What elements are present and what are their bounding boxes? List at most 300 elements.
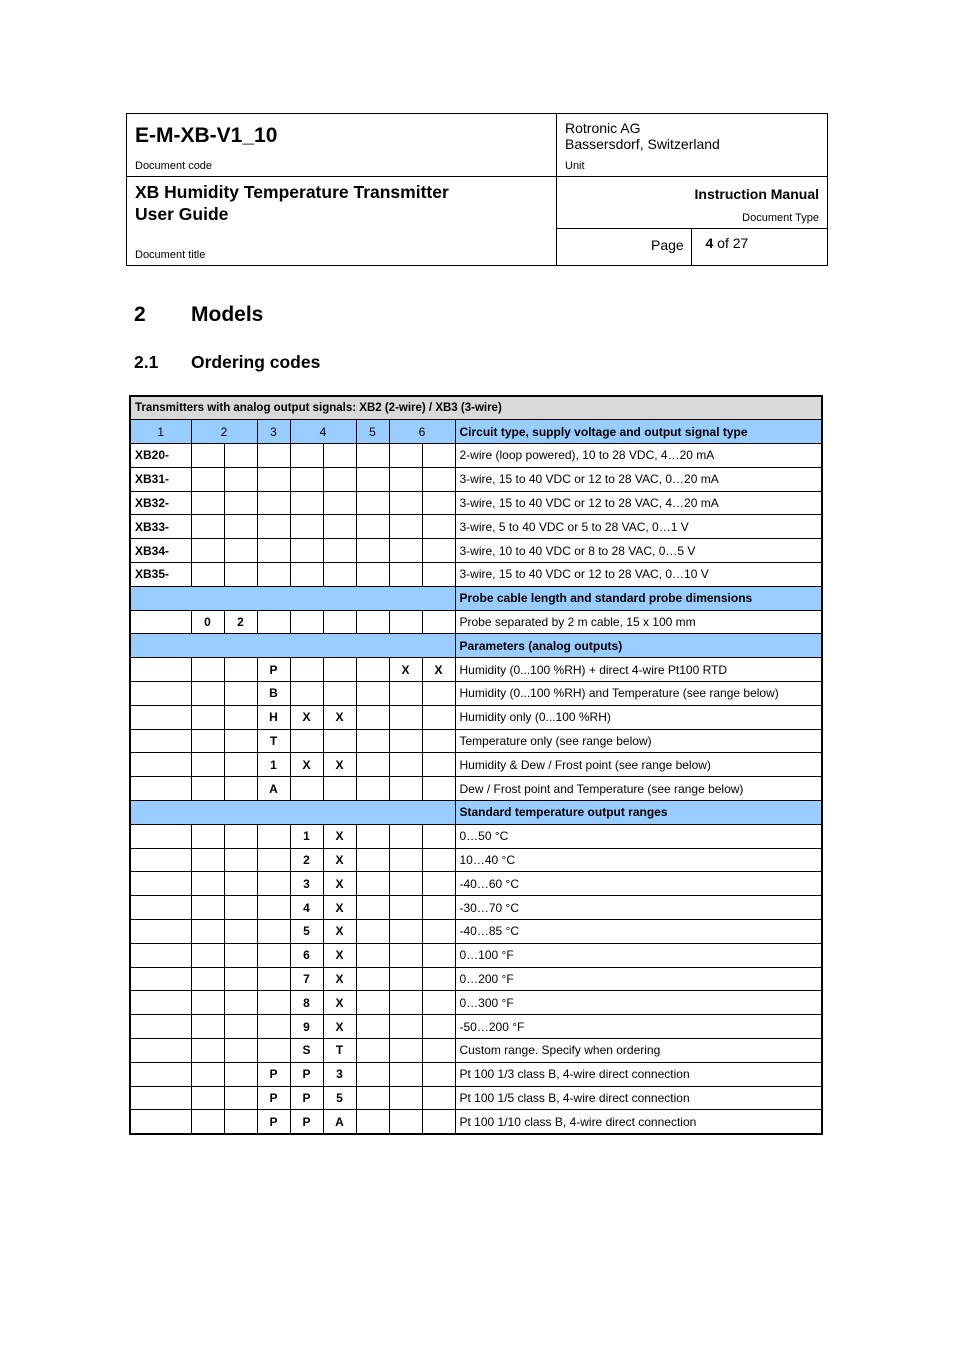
- code-cell: [389, 563, 422, 587]
- code-cell: [191, 1110, 224, 1134]
- model-code-cell: [130, 1086, 191, 1110]
- code-cell: [191, 491, 224, 515]
- code-cell: P: [290, 1062, 323, 1086]
- code-cell: 3: [323, 1062, 356, 1086]
- code-cell: [422, 777, 455, 801]
- description-cell: Pt 100 1/3 class B, 4-wire direct connection: [455, 1062, 822, 1086]
- description-cell: Pt 100 1/5 class B, 4-wire direct connection: [455, 1086, 822, 1110]
- code-cell: 2: [224, 610, 257, 634]
- code-cell: [224, 777, 257, 801]
- code-cell: [356, 872, 389, 896]
- code-cell: [422, 1062, 455, 1086]
- description-cell: Probe separated by 2 m cable, 15 x 100 mm: [455, 610, 822, 634]
- code-cell: [224, 1015, 257, 1039]
- code-cell: [356, 610, 389, 634]
- code-cell: [422, 943, 455, 967]
- code-cell: [290, 777, 323, 801]
- document-code: E-M-XB-V1_10: [135, 124, 278, 147]
- column-number: 6: [389, 420, 455, 444]
- code-cell: [323, 658, 356, 682]
- table-row: [130, 705, 822, 729]
- code-cell: [389, 872, 422, 896]
- code-cell: [389, 491, 422, 515]
- code-cell: [356, 705, 389, 729]
- unit-name: [565, 120, 815, 152]
- code-cell: [224, 1110, 257, 1134]
- model-code-cell: [130, 1062, 191, 1086]
- code-cell: [389, 967, 422, 991]
- table-row: [130, 563, 822, 587]
- code-cell: [389, 1062, 422, 1086]
- model-code-cell: [130, 920, 191, 944]
- page-label: Page: [651, 237, 684, 253]
- column-number: 1: [130, 420, 191, 444]
- group-heading-row: [130, 420, 822, 444]
- code-cell: [389, 777, 422, 801]
- model-code-cell: XB34-: [130, 539, 191, 563]
- code-cell: [323, 515, 356, 539]
- code-cell: 7: [290, 967, 323, 991]
- code-cell: [389, 705, 422, 729]
- table-row: [130, 872, 822, 896]
- code-cell: [224, 563, 257, 587]
- model-code-cell: XB32-: [130, 491, 191, 515]
- model-code-cell: [130, 1039, 191, 1063]
- code-cell: [191, 705, 224, 729]
- table-row: [130, 658, 822, 682]
- code-cell: [323, 467, 356, 491]
- code-cell: X: [323, 920, 356, 944]
- code-cell: [224, 658, 257, 682]
- heading-spacer: [130, 801, 455, 825]
- code-cell: [422, 824, 455, 848]
- description-cell: 3-wire, 15 to 40 VDC or 12 to 28 VAC, 0…20 mA: [455, 467, 822, 491]
- code-cell: 2: [290, 848, 323, 872]
- code-cell: [389, 539, 422, 563]
- code-cell: B: [257, 682, 290, 706]
- code-cell: [191, 943, 224, 967]
- code-cell: [356, 467, 389, 491]
- table-row: [130, 967, 822, 991]
- model-code-cell: [130, 943, 191, 967]
- code-cell: 3: [290, 872, 323, 896]
- code-cell: [191, 824, 224, 848]
- model-code-cell: XB35-: [130, 563, 191, 587]
- code-cell: [422, 920, 455, 944]
- code-cell: [422, 491, 455, 515]
- table-row: [130, 1110, 822, 1134]
- model-code-cell: [130, 729, 191, 753]
- document-code-label: Document code: [135, 160, 213, 172]
- code-cell: 4: [290, 896, 323, 920]
- code-cell: [356, 920, 389, 944]
- model-code-cell: [130, 610, 191, 634]
- code-cell: P: [257, 658, 290, 682]
- code-cell: [290, 729, 323, 753]
- code-cell: T: [257, 729, 290, 753]
- section-heading: [134, 303, 263, 327]
- document-type: Instruction Manual: [694, 186, 819, 202]
- code-cell: X: [389, 658, 422, 682]
- code-cell: [257, 824, 290, 848]
- code-cell: X: [323, 1015, 356, 1039]
- code-cell: X: [323, 753, 356, 777]
- code-cell: X: [323, 824, 356, 848]
- code-cell: [356, 1015, 389, 1039]
- description-cell: 3-wire, 10 to 40 VDC or 8 to 28 VAC, 0…5 V: [455, 539, 822, 563]
- code-cell: [389, 467, 422, 491]
- table-row: [130, 991, 822, 1015]
- group-heading-row: [130, 586, 822, 610]
- model-code-cell: [130, 1015, 191, 1039]
- unit-label: Unit: [565, 160, 585, 172]
- code-cell: [191, 1015, 224, 1039]
- table-row: [130, 777, 822, 801]
- group-heading: Parameters (analog outputs): [455, 634, 822, 658]
- code-cell: [257, 539, 290, 563]
- code-cell: [389, 896, 422, 920]
- code-cell: [224, 705, 257, 729]
- code-cell: [422, 991, 455, 1015]
- code-cell: [422, 848, 455, 872]
- description-cell: Humidity (0...100 %RH) and Temperature (see range below): [455, 682, 822, 706]
- code-cell: [389, 824, 422, 848]
- code-cell: P: [290, 1086, 323, 1110]
- description-cell: Temperature only (see range below): [455, 729, 822, 753]
- table-row: [130, 920, 822, 944]
- code-cell: [356, 1039, 389, 1063]
- code-cell: [290, 444, 323, 468]
- code-cell: [290, 539, 323, 563]
- unit-location: Bassersdorf, Switzerland: [565, 136, 720, 152]
- code-cell: [389, 1015, 422, 1039]
- code-cell: [191, 872, 224, 896]
- code-cell: [191, 729, 224, 753]
- code-cell: [389, 920, 422, 944]
- code-cell: [323, 491, 356, 515]
- code-cell: [323, 729, 356, 753]
- code-cell: [389, 444, 422, 468]
- code-cell: [224, 991, 257, 1015]
- document-title-line1: XB Humidity Temperature Transmitter: [135, 182, 449, 202]
- code-cell: [224, 896, 257, 920]
- code-cell: [422, 1015, 455, 1039]
- code-cell: [389, 1110, 422, 1134]
- table-row: [130, 515, 822, 539]
- code-cell: [191, 658, 224, 682]
- code-cell: [290, 610, 323, 634]
- description-cell: Humidity (0...100 %RH) + direct 4-wire Pt100 RTD: [455, 658, 822, 682]
- description-cell: -50…200 °F: [455, 1015, 822, 1039]
- code-cell: X: [323, 872, 356, 896]
- code-cell: [191, 753, 224, 777]
- model-code-cell: XB31-: [130, 467, 191, 491]
- code-cell: H: [257, 705, 290, 729]
- code-cell: [389, 610, 422, 634]
- code-cell: [422, 444, 455, 468]
- code-cell: 1: [257, 753, 290, 777]
- code-cell: [323, 682, 356, 706]
- code-cell: [290, 515, 323, 539]
- code-cell: [257, 920, 290, 944]
- table-row: [130, 943, 822, 967]
- table-row: [130, 444, 822, 468]
- code-cell: [257, 872, 290, 896]
- code-cell: 8: [290, 991, 323, 1015]
- code-cell: [257, 563, 290, 587]
- model-code-cell: [130, 991, 191, 1015]
- code-cell: [356, 682, 389, 706]
- description-cell: 3-wire, 5 to 40 VDC or 5 to 28 VAC, 0…1 V: [455, 515, 822, 539]
- description-cell: 0…300 °F: [455, 991, 822, 1015]
- code-cell: [224, 539, 257, 563]
- code-cell: [224, 491, 257, 515]
- code-cell: X: [323, 943, 356, 967]
- code-cell: [422, 705, 455, 729]
- code-cell: X: [323, 705, 356, 729]
- code-cell: [191, 444, 224, 468]
- code-cell: [389, 943, 422, 967]
- group-heading-row: [130, 801, 822, 825]
- model-code-cell: [130, 777, 191, 801]
- group-heading: Standard temperature output ranges: [455, 801, 822, 825]
- table-row: [130, 1062, 822, 1086]
- description-cell: Humidity & Dew / Frost point (see range below): [455, 753, 822, 777]
- code-cell: [389, 729, 422, 753]
- code-cell: [422, 872, 455, 896]
- code-cell: [422, 1110, 455, 1134]
- code-cell: [224, 848, 257, 872]
- table-row: [130, 824, 822, 848]
- ordering-codes-table: [129, 395, 823, 1135]
- code-cell: [356, 1062, 389, 1086]
- model-code-cell: XB33-: [130, 515, 191, 539]
- table-row: [130, 1086, 822, 1110]
- code-cell: [257, 991, 290, 1015]
- description-cell: 10…40 °C: [455, 848, 822, 872]
- code-cell: [356, 753, 389, 777]
- code-cell: X: [290, 753, 323, 777]
- code-cell: [389, 515, 422, 539]
- code-cell: [224, 729, 257, 753]
- code-cell: P: [257, 1086, 290, 1110]
- subsection-number: 2.1: [134, 352, 159, 372]
- code-cell: [257, 943, 290, 967]
- description-cell: 0…200 °F: [455, 967, 822, 991]
- model-code-cell: [130, 967, 191, 991]
- code-cell: [356, 539, 389, 563]
- description-cell: Custom range. Specify when ordering: [455, 1039, 822, 1063]
- code-cell: [356, 444, 389, 468]
- code-cell: [389, 753, 422, 777]
- code-cell: [224, 1062, 257, 1086]
- description-cell: 2-wire (loop powered), 10 to 28 VDC, 4…20 mA: [455, 444, 822, 468]
- code-cell: [224, 920, 257, 944]
- code-cell: 0: [191, 610, 224, 634]
- code-cell: [224, 515, 257, 539]
- code-cell: [356, 848, 389, 872]
- model-code-cell: [130, 1110, 191, 1134]
- code-cell: [323, 539, 356, 563]
- model-code-cell: [130, 824, 191, 848]
- code-cell: [422, 1039, 455, 1063]
- code-cell: [191, 991, 224, 1015]
- code-cell: P: [257, 1110, 290, 1134]
- code-cell: [323, 563, 356, 587]
- code-cell: [356, 967, 389, 991]
- code-cell: 6: [290, 943, 323, 967]
- code-cell: [257, 467, 290, 491]
- code-cell: [323, 610, 356, 634]
- code-cell: [290, 563, 323, 587]
- code-cell: [422, 896, 455, 920]
- model-code-cell: [130, 658, 191, 682]
- table-row: [130, 539, 822, 563]
- code-cell: [191, 1062, 224, 1086]
- code-cell: [191, 967, 224, 991]
- code-cell: [224, 1086, 257, 1110]
- document-header: [126, 113, 828, 266]
- code-cell: A: [257, 777, 290, 801]
- code-cell: [422, 539, 455, 563]
- code-cell: [389, 1039, 422, 1063]
- table-title: Transmitters with analog output signals: XB2 (2-wire) / XB3 (3-wire): [130, 396, 822, 420]
- group-heading-row: [130, 634, 822, 658]
- code-cell: [224, 967, 257, 991]
- code-cell: [257, 848, 290, 872]
- page-total: of 27: [717, 235, 749, 251]
- table-row: [130, 1015, 822, 1039]
- code-cell: 1: [290, 824, 323, 848]
- document-title: [135, 181, 535, 225]
- description-cell: 3-wire, 15 to 40 VDC or 12 to 28 VAC, 4…20 mA: [455, 491, 822, 515]
- column-number: 5: [356, 420, 389, 444]
- document-title-label: Document title: [135, 249, 206, 261]
- code-cell: [191, 1039, 224, 1063]
- model-code-cell: [130, 896, 191, 920]
- code-cell: [191, 539, 224, 563]
- code-cell: [257, 610, 290, 634]
- code-cell: [224, 753, 257, 777]
- description-cell: 0…50 °C: [455, 824, 822, 848]
- description-cell: Pt 100 1/10 class B, 4-wire direct connection: [455, 1110, 822, 1134]
- code-cell: [422, 515, 455, 539]
- table-title-row: [130, 396, 822, 420]
- code-cell: [356, 1086, 389, 1110]
- description-cell: Dew / Frost point and Temperature (see range below): [455, 777, 822, 801]
- code-cell: [191, 848, 224, 872]
- heading-spacer: [130, 634, 455, 658]
- model-code-cell: [130, 872, 191, 896]
- code-cell: [191, 515, 224, 539]
- description-cell: -30…70 °C: [455, 896, 822, 920]
- description-cell: 0…100 °F: [455, 943, 822, 967]
- model-code-cell: [130, 682, 191, 706]
- code-cell: X: [422, 658, 455, 682]
- code-cell: [191, 777, 224, 801]
- model-code-cell: [130, 848, 191, 872]
- code-cell: [257, 444, 290, 468]
- page-indicator: [651, 237, 748, 253]
- code-cell: [422, 967, 455, 991]
- code-cell: [224, 824, 257, 848]
- code-cell: T: [323, 1039, 356, 1063]
- code-cell: [191, 896, 224, 920]
- column-number: 3: [257, 420, 290, 444]
- table-row: [130, 896, 822, 920]
- code-cell: [356, 1110, 389, 1134]
- code-cell: X: [290, 705, 323, 729]
- column-number: 2: [191, 420, 257, 444]
- code-cell: [422, 729, 455, 753]
- code-cell: [290, 491, 323, 515]
- table-row: [130, 682, 822, 706]
- model-code-cell: [130, 705, 191, 729]
- group-heading: Circuit type, supply voltage and output signal type: [455, 420, 822, 444]
- unit-company: Rotronic AG: [565, 120, 641, 136]
- code-cell: [224, 444, 257, 468]
- code-cell: A: [323, 1110, 356, 1134]
- code-cell: [224, 1039, 257, 1063]
- column-number: 4: [290, 420, 356, 444]
- header-divider: [127, 176, 827, 177]
- code-cell: 5: [290, 920, 323, 944]
- code-cell: [389, 1086, 422, 1110]
- code-cell: [224, 943, 257, 967]
- code-cell: [389, 848, 422, 872]
- code-cell: X: [323, 991, 356, 1015]
- model-code-cell: [130, 753, 191, 777]
- code-cell: [191, 682, 224, 706]
- document-title-line2: User Guide: [135, 204, 229, 224]
- code-cell: [191, 1086, 224, 1110]
- code-cell: [422, 563, 455, 587]
- code-cell: [422, 610, 455, 634]
- code-cell: S: [290, 1039, 323, 1063]
- code-cell: [422, 753, 455, 777]
- model-code-cell: XB20-: [130, 444, 191, 468]
- code-cell: [290, 658, 323, 682]
- code-cell: [191, 467, 224, 491]
- description-cell: 3-wire, 15 to 40 VDC or 12 to 28 VAC, 0…10 V: [455, 563, 822, 587]
- code-cell: X: [323, 848, 356, 872]
- code-cell: [422, 682, 455, 706]
- code-cell: X: [323, 896, 356, 920]
- code-cell: 9: [290, 1015, 323, 1039]
- table-row: [130, 729, 822, 753]
- code-cell: [356, 824, 389, 848]
- code-cell: [257, 515, 290, 539]
- table-row: [130, 491, 822, 515]
- code-cell: [224, 467, 257, 491]
- description-cell: Humidity only (0...100 %RH): [455, 705, 822, 729]
- code-cell: P: [257, 1062, 290, 1086]
- code-cell: [356, 658, 389, 682]
- table-row: [130, 467, 822, 491]
- code-cell: [224, 872, 257, 896]
- code-cell: [356, 943, 389, 967]
- code-cell: [356, 896, 389, 920]
- heading-spacer: [130, 586, 455, 610]
- table-row: [130, 610, 822, 634]
- page-number: 4: [705, 235, 714, 251]
- subsection-heading: [134, 352, 320, 373]
- code-cell: [224, 682, 257, 706]
- document-type-label: Document Type: [742, 212, 819, 224]
- group-heading: Probe cable length and standard probe dimensions: [455, 586, 822, 610]
- code-cell: [191, 920, 224, 944]
- code-cell: [356, 729, 389, 753]
